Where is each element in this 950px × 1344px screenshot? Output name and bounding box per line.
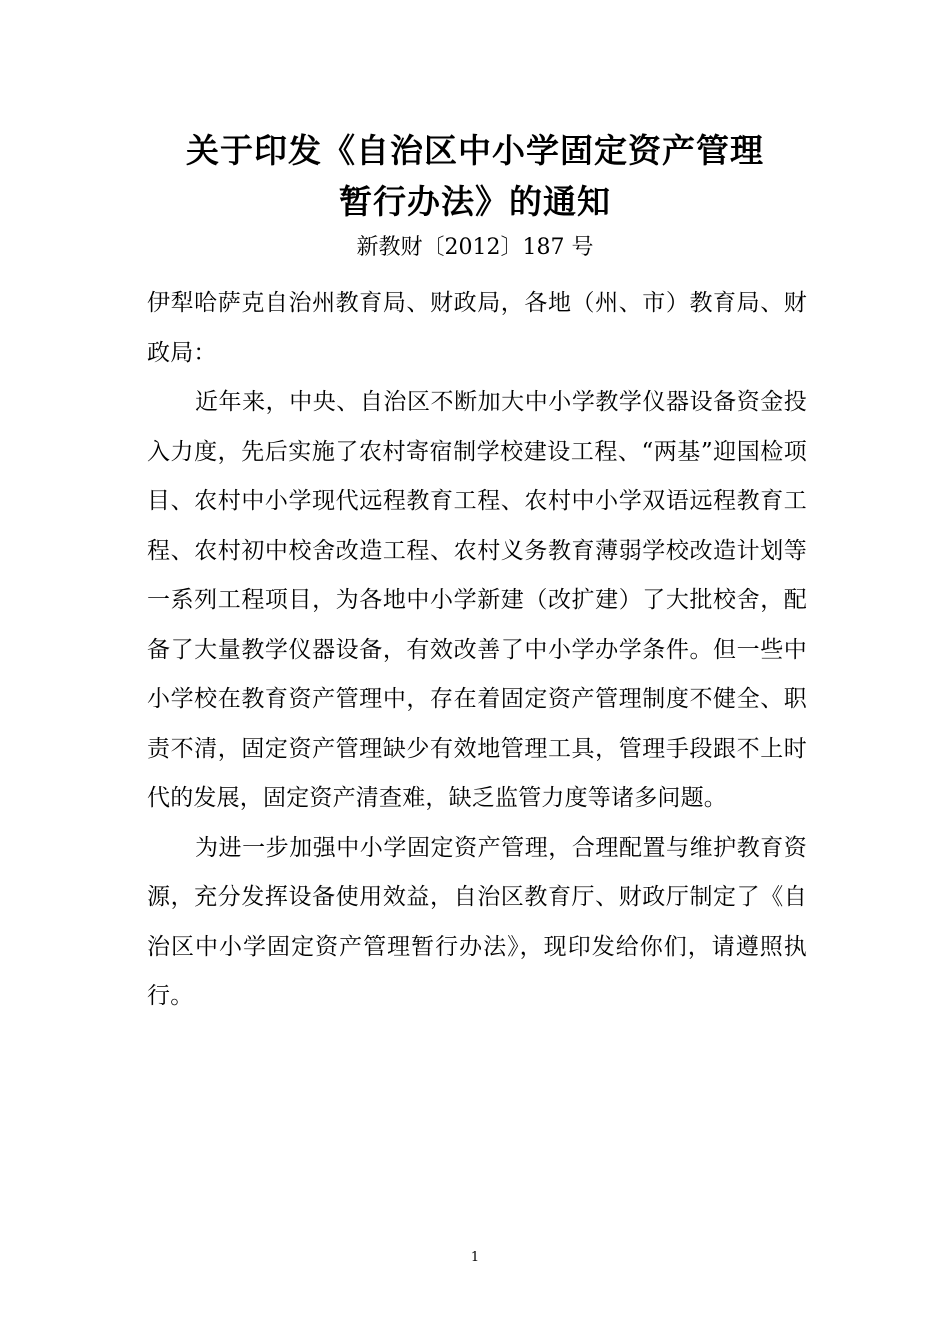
document-title-line-1: 关于印发《自治区中小学固定资产管理 [186, 131, 764, 170]
document-body [147, 279, 807, 1022]
document-number: 新教财〔2012〕187 号 [356, 235, 594, 260]
addressee: 伊犁哈萨克自治州教育局、财政局，各地（州、市）教育局、财政局： [147, 290, 807, 366]
paragraph-2: 为进一步加强中小学固定资产管理，合理配置与维护教育资源，充分发挥设备使用效益，自治区教育厅、财政厅制定了《自治区中小学固定资产管理暂行办法》，现印发给你们，请遵照执行。 [147, 834, 807, 1009]
page-number: 1 [470, 1250, 480, 1265]
document-title-line-2: 暂行办法》的通知 [339, 182, 611, 221]
paragraph-1: 近年来，中央、自治区不断加大中小学教学仪器设备资金投入力度，先后实施了农村寄宿制学校建设工程、“两基”迎国检项目、农村中小学现代远程教育工程、农村中小学双语远程教育工程、农村初中校舍改造工程、农村义务教育薄弱学校改造计划等一系列工程项目，为各地中小学新建（改扩建）了大批校舍，配备了大量教学仪器设备，有效改善了中小学办学条件。但一些中小学校在教育资产管理中，存在着固定资产管理制度不健全、职责不清，固定资产管理缺少有效地管理工具，管理手段跟不上时代的发展，固定资产清查难，缺乏监管力度等诸多问题。 [147, 389, 807, 811]
